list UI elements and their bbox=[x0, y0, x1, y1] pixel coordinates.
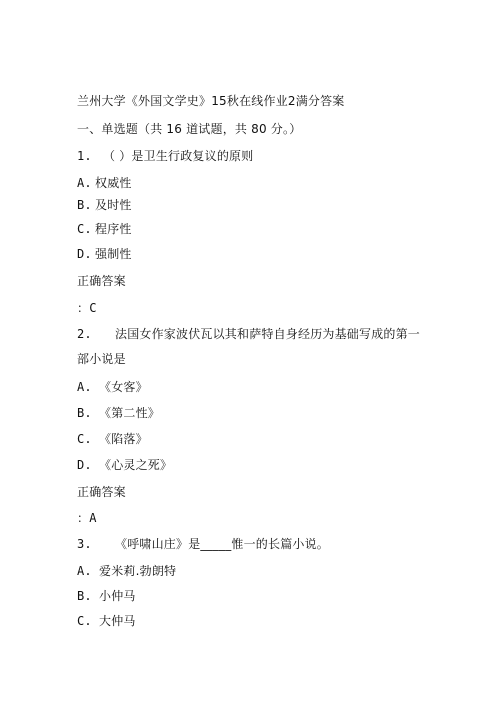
question-1-answer: ：C bbox=[77, 301, 97, 315]
question-1-answer-label: 正确答案 bbox=[77, 274, 126, 288]
option-text: 权威性 bbox=[95, 176, 132, 190]
question-number: 2. bbox=[77, 327, 92, 341]
question-1-option-d bbox=[77, 247, 132, 262]
option-letter: D. bbox=[77, 247, 92, 261]
option-letter: A. bbox=[77, 564, 92, 578]
option-letter: D. bbox=[77, 458, 92, 472]
question-2-answer: ：A bbox=[77, 511, 97, 525]
question-3-option-b bbox=[77, 589, 136, 604]
section-heading: 一、单选题（共 16 道试题，共 80 分。） bbox=[77, 122, 302, 136]
question-text: 《呼啸山庄》是_____惟一的长篇小说。 bbox=[115, 537, 330, 551]
option-text: 大仲马 bbox=[99, 614, 136, 628]
option-text: 《陷落》 bbox=[99, 432, 148, 446]
question-2-stem-continued: 部小说是 bbox=[77, 352, 126, 366]
question-text: （ ）是卫生行政复议的原则 bbox=[103, 149, 254, 163]
question-2-option-a bbox=[77, 380, 148, 395]
option-text: 爱米莉.勃朗特 bbox=[99, 564, 177, 578]
question-1-option-a bbox=[77, 176, 132, 191]
option-text: 小仲马 bbox=[99, 589, 136, 603]
question-2-option-c bbox=[77, 432, 148, 447]
question-1-stem bbox=[77, 149, 253, 164]
option-text: 《心灵之死》 bbox=[99, 458, 173, 472]
option-text: 强制性 bbox=[95, 247, 132, 261]
option-letter: B. bbox=[77, 406, 92, 420]
question-2-answer-label: 正确答案 bbox=[77, 485, 126, 499]
option-letter: C. bbox=[77, 222, 92, 236]
question-1-option-b bbox=[77, 198, 132, 213]
question-3-stem bbox=[77, 537, 329, 552]
question-3-option-c bbox=[77, 614, 136, 629]
question-number: 1. bbox=[77, 149, 92, 163]
option-text: 程序性 bbox=[95, 222, 132, 236]
option-letter: B. bbox=[77, 589, 92, 603]
question-1-option-c bbox=[77, 222, 132, 237]
question-text: 法国女作家波伏瓦以其和萨特自身经历为基础写成的第一 bbox=[115, 327, 421, 341]
option-letter: B. bbox=[77, 198, 92, 212]
option-text: 《第二性》 bbox=[99, 406, 161, 420]
question-2-option-d bbox=[77, 458, 172, 473]
question-number: 3. bbox=[77, 537, 92, 551]
question-2-stem bbox=[77, 327, 420, 342]
option-letter: C. bbox=[77, 614, 92, 628]
option-text: 及时性 bbox=[95, 198, 132, 212]
option-letter: C. bbox=[77, 432, 92, 446]
option-text: 《女客》 bbox=[99, 380, 148, 394]
question-3-option-a bbox=[77, 564, 176, 579]
option-letter: A. bbox=[77, 176, 92, 190]
document-title: 兰州大学《外国文学史》15秋在线作业2满分答案 bbox=[77, 94, 345, 108]
question-2-option-b bbox=[77, 406, 160, 421]
option-letter: A. bbox=[77, 380, 92, 394]
